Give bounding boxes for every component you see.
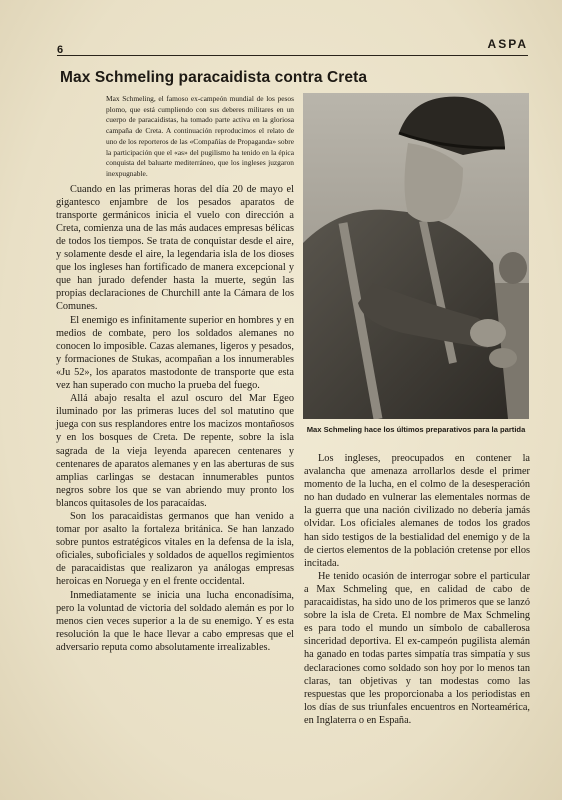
right-column bbox=[304, 452, 530, 727]
page-number: 6 bbox=[57, 44, 64, 56]
header-rule bbox=[57, 55, 528, 56]
magazine-name: ASPA bbox=[487, 37, 528, 51]
paragraph: Cuando en las primeras horas del día 20 de mayo el gigantesco enjambre de los pesados aparatos de transporte germánicos inicia el vuelo con dirección a Creta, comienza una de las más audaces empresas bélicas de todos los tiempos. Se trata de conquistar desde el aire, y solamente desde el aire, la legendaria isla de los dioses que los ingleses han fortificado de manera excepcional y que han jurado defender hasta la muerte, según las propias declaraciones de Churchill ante la Cámara de los Comunes. bbox=[56, 183, 294, 313]
article-lead: Max Schmeling, el famoso ex-campeón mundial de los pesos plomo, que está cumpliendo con sus deberes militares en un cuerpo de paracaidistas, ha tomado parte activa en la gloriosa campaña de Creta. A continuación reproducimos el relato de uno de los reporteros de las «Compañías de Propaganda» sobre la participación que el «as» del pugilismo ha tenido en la épica conquista del baluarte mediterráneo, que los ingleses juzgaron inexpugnable. bbox=[106, 94, 294, 178]
paragraph: Los ingleses, preocupados en contener la avalancha que amenaza arrollarlos desde el primer momento de la lucha, en el colmo de la desesperación no han dudado en vulnerar las elementales normas de la guerra que una nación civilizado no debería jamás olvidar. Los oficiales alemanes de todos los grados han sido testigos de la bestialidad del enemigo y de la de ciertos elementos de la población cretense por ellos incitada. bbox=[304, 453, 530, 569]
article-title: Max Schmeling paracaidista contra Creta bbox=[60, 69, 368, 86]
left-column bbox=[56, 94, 294, 654]
photo-caption: Max Schmeling hace los últimos preparativos para la partida bbox=[306, 425, 526, 434]
soldier-photo bbox=[303, 93, 529, 419]
paragraph: Son los paracaidistas germanos que han venido a tomar por asalto la fortaleza británica. Se han lanzado sobre puntos estratégicos vitales en la defensa de la isla, oficiales, suboficiales y soldados de aquellos regimientos de paracaidistas que realizaron ya análogas empresas heroicas en Noruega y en el frente occidental. bbox=[56, 510, 294, 588]
paragraph: Inmediatamente se inicia una lucha enconadísima, pero la voluntad de victoria del soldado alemán es por lo menos cien veces superior a la de su enemigo. Y es esta resolución la que le hace llevar a cabo empresas que el adversario reputa como absolutamente irrealizables. bbox=[56, 589, 294, 653]
paragraph: Allá abajo resalta el azul oscuro del Mar Egeo iluminado por las primeras luces del sol matutino que juega con sus resplandores entre los macizos montañosos y en los bosques de Creta. De repente, sobre la isla sagrada de la vieja leyenda aparecen centenares y centenares de aparatos alemanes y en las aberturas de sus amplias carlingas se destacan innumerables puntos negros sobre los que se van abriendo muy pronto los blancos quitasoles de los paracaídas. bbox=[56, 393, 294, 509]
left-body bbox=[56, 183, 294, 654]
paragraph: El enemigo es infinitamente superior en hombres y en medios de combate, pero los soldados alemanes no conocen lo imposible. Cazas alemanes, ligeros y pesados, y formaciones de Stukas, acompañan a los innumerables «Ju 52», los aparatos mastodonte de transporte que esta vez han superado con mucho la prueba del fuego. bbox=[56, 314, 294, 392]
paragraph: He tenido ocasión de interrogar sobre el particular a Max Schmeling que, en calidad de cabo de paracaidistas, ha sido uno de los primeros que se lanzó sobre la isla de Creta. El nombre de Max Schmeling es para todo el mundo un símbolo de caballerosa sinceridad deportiva. El ex-campeón pugilista alemán ha ganado en todas partes simpatía tras simpatía y sus declaraciones como soldado son hoy por lo menos tan claras, tan objetivas y tan modestas como las respuestas que les proporcionaba a los periodistas en los días de sus triunfales encuentros en Norteamérica, en Inglaterra o en España. bbox=[304, 570, 530, 726]
